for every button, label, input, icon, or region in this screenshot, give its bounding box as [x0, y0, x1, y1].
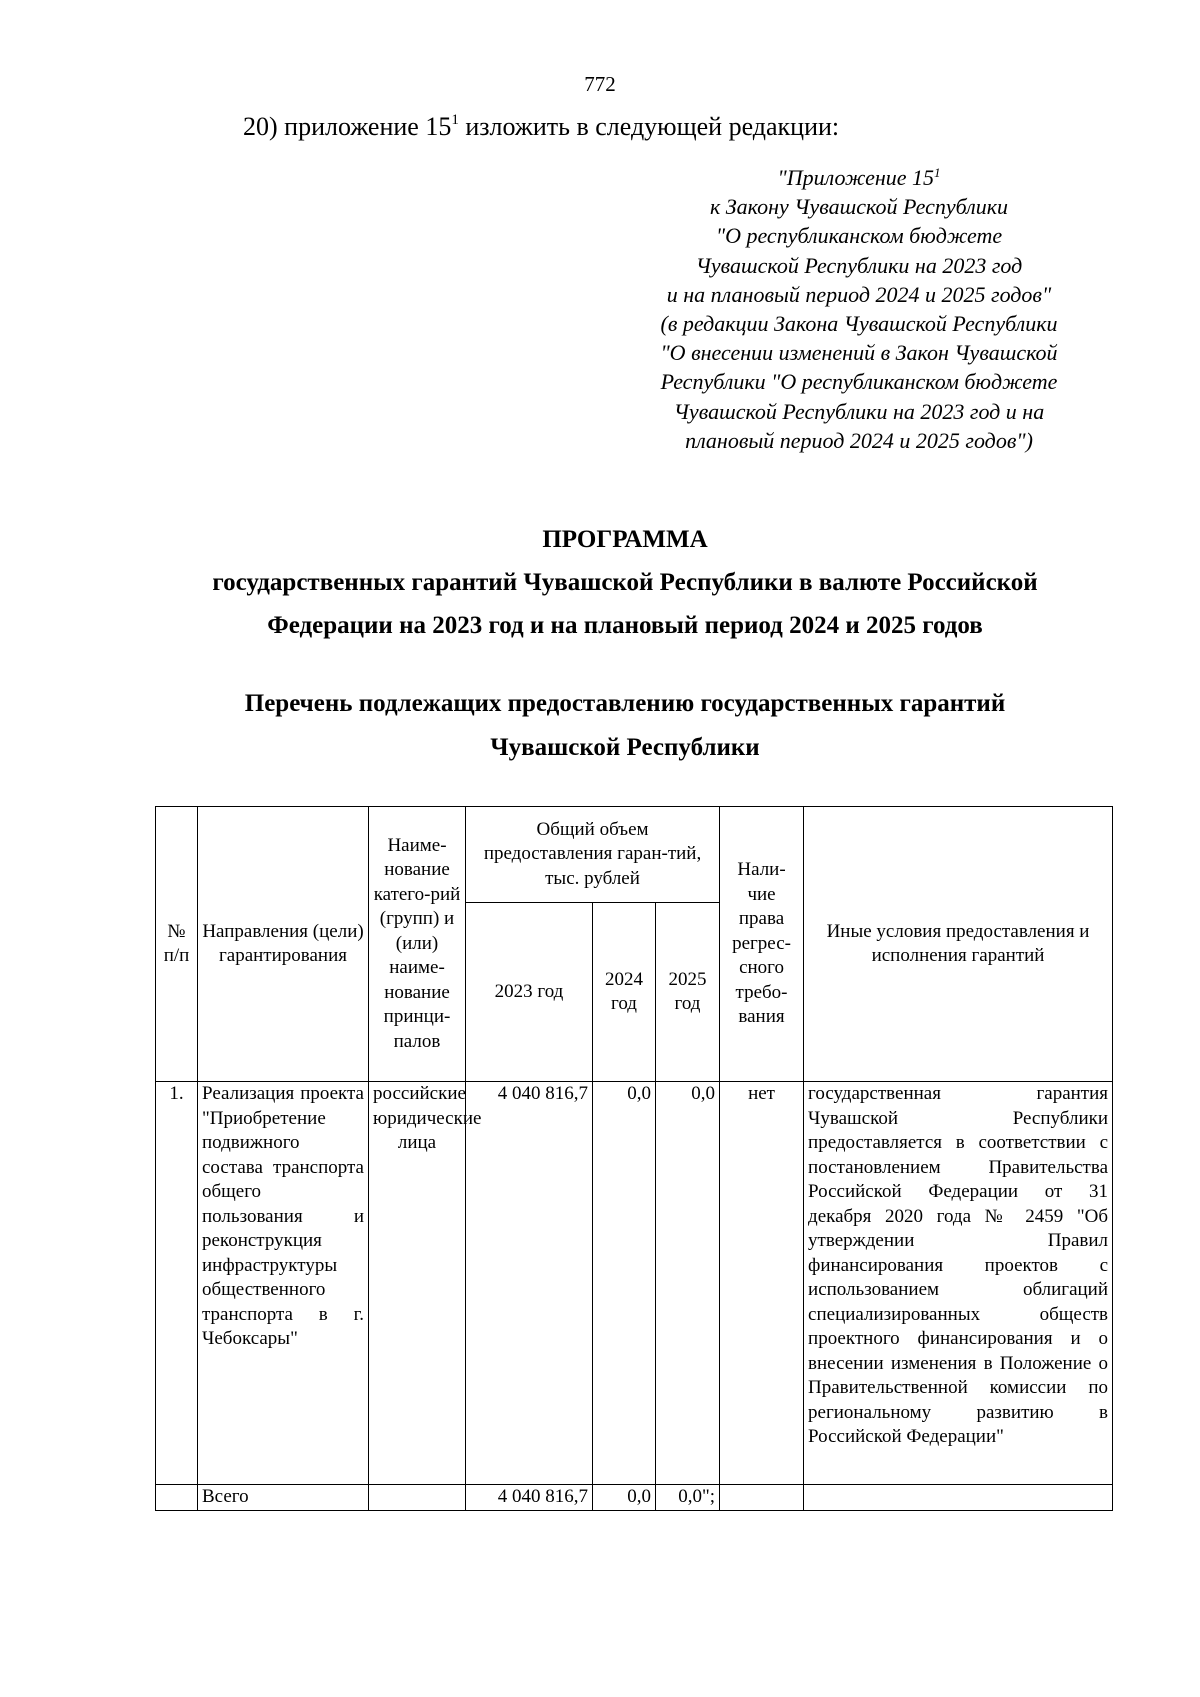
- cell-direction: Реализация проекта "Приобретение подвижного состава транспорта общего пользования и реконструкция инфраструктуры общественного транспорта в г. Чебоксары": [198, 1082, 369, 1485]
- total-2025: 0,0";: [656, 1485, 720, 1511]
- program-subtitle-line-2: Федерации на 2023 год и на плановый период 2024 и 2025 годов: [267, 612, 983, 639]
- cell-num: 1.: [156, 1082, 198, 1485]
- total-label: Всего: [198, 1485, 369, 1511]
- list-title-line-1: Перечень подлежащих предоставлению государственных гарантий: [244, 690, 1006, 717]
- table-total-row: [156, 1485, 1113, 1511]
- appendix-line: Чувашской Республики на 2023 год и на: [673, 398, 1045, 424]
- total-2023: 4 040 816,7: [466, 1485, 593, 1511]
- cell-2024: 0,0: [593, 1082, 656, 1485]
- header-directions: Направления (цели) гарантирования: [198, 807, 369, 1082]
- appendix-line-1-sup: 1: [934, 165, 941, 180]
- appendix-line: плановый период 2024 и 2025 годов"): [685, 427, 1033, 453]
- header-2025: 2025 год: [656, 903, 720, 1082]
- intro-text-after: изложить в следующей редакции:: [458, 112, 840, 141]
- total-empty-num: [156, 1485, 198, 1511]
- appendix-line-1-text: "Приложение 15: [777, 165, 935, 190]
- total-empty-regress: [720, 1485, 804, 1511]
- appendix-line: к Закону Чувашской Республики: [709, 194, 1008, 220]
- header-conditions: Иные условия предоставления и исполнения гарантий: [804, 807, 1113, 1082]
- header-num: № п/п: [156, 807, 198, 1082]
- intro-superscript: 1: [451, 112, 459, 128]
- guarantees-table: [155, 806, 1113, 1511]
- total-empty-category: [369, 1485, 466, 1511]
- header-category: Наиме-нование катего-рий (групп) и (или) наиме-нование принци-палов: [369, 807, 466, 1082]
- appendix-line: Республики "О республиканском бюджете: [660, 369, 1058, 395]
- intro-text-before: 20) приложение 15: [243, 112, 452, 141]
- cell-2025: 0,0: [656, 1082, 720, 1485]
- total-2024: 0,0: [593, 1485, 656, 1511]
- table-header-row: [156, 807, 1113, 903]
- appendix-line: (в редакции Закона Чувашской Республики: [660, 311, 1058, 337]
- cell-2023: 4 040 816,7: [466, 1082, 593, 1485]
- header-volume: Общий объем предоставления гаран-тий, тыс. рублей: [466, 807, 720, 903]
- list-title-line-2: Чувашской Республики: [490, 734, 760, 761]
- appendix-line: "О внесении изменений в Закон Чувашской: [660, 340, 1058, 366]
- header-regress: Нали-чие права регрес-сного требо-вания: [720, 807, 804, 1082]
- appendix-line: "О республиканском бюджете: [715, 223, 1003, 249]
- cell-conditions: государственная гарантия Чувашской Республики предоставляется в соответствии с постановлением Правительства Российской Федерации от 31 декабря 2020 года № 2459 "Об утверждении Правил финансирования проектов с использованием облигаций специализированных обществ проектного финансирования и о внесении изменения в Положение о Правительственной комиссии по региональному развитию в Российской Федерации": [804, 1082, 1113, 1485]
- intro-line: [243, 112, 839, 142]
- header-2024: 2024 год: [593, 903, 656, 1082]
- page-number: 772: [584, 72, 616, 96]
- program-title: ПРОГРАММА: [542, 526, 708, 553]
- header-2023: 2023 год: [466, 903, 593, 1082]
- appendix-line: Чувашской Республики на 2023 год: [695, 252, 1023, 278]
- appendix-line: и на плановый период 2024 и 2025 годов": [666, 281, 1052, 307]
- cell-category: российские юридические лица: [369, 1082, 466, 1485]
- appendix-line-1: [600, 158, 1118, 192]
- appendix-note: [600, 158, 1118, 455]
- table-row: [156, 1082, 1113, 1485]
- total-empty-conditions: [804, 1485, 1113, 1511]
- cell-regress: нет: [720, 1082, 804, 1485]
- program-subtitle-line-1: государственных гарантий Чувашской Республики в валюте Российской: [212, 569, 1038, 596]
